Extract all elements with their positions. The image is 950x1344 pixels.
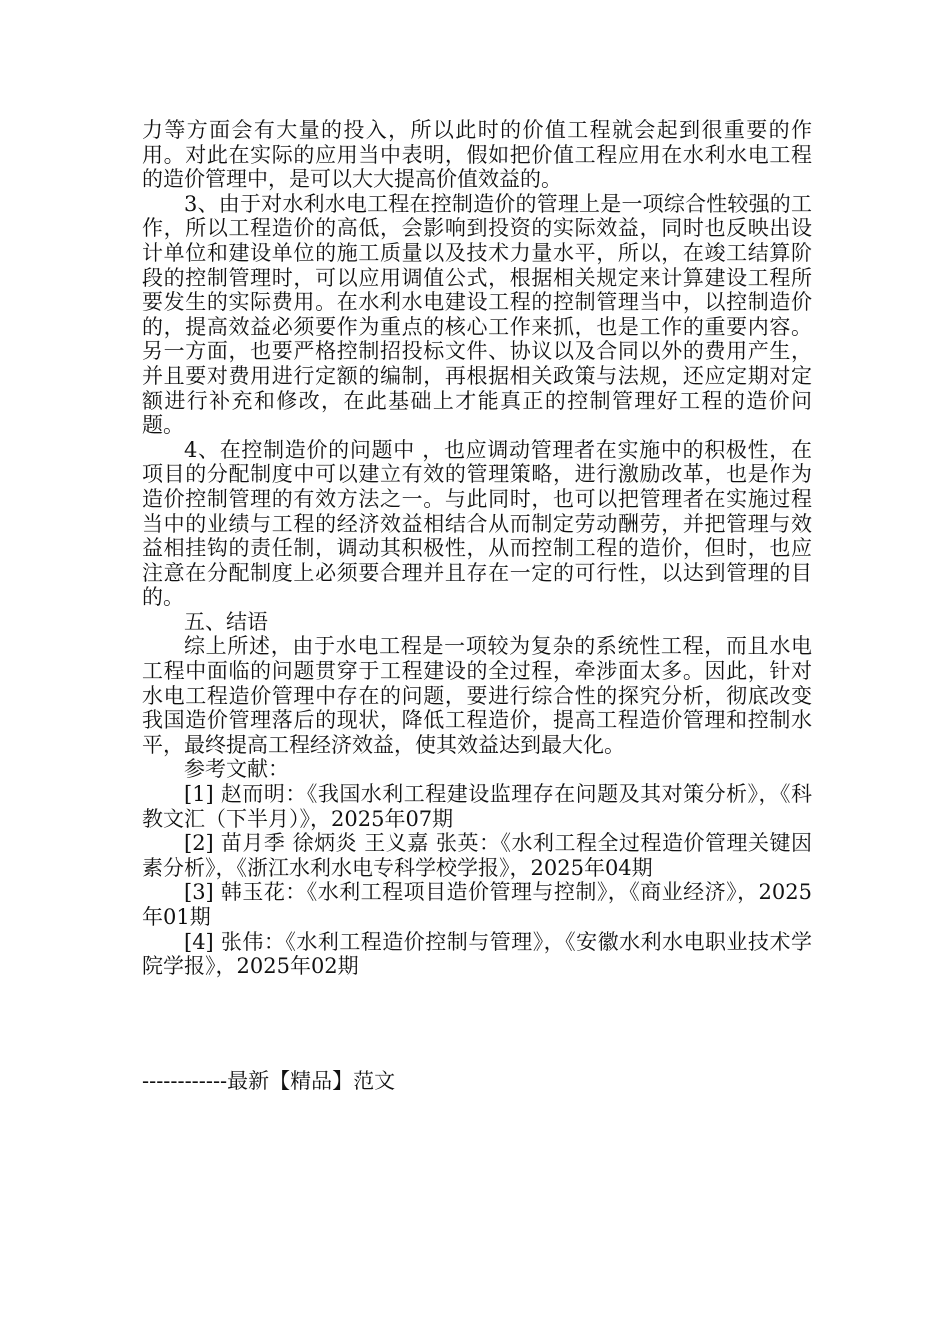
paragraph-conclusion: 综上所述，由于水电工程是一项较为复杂的系统性工程，而且水电工程中面临的问题贯穿于工程建设的全过程，牵涉面太多。因此，针对水电工程造价管理中存在的问题，要进行综合性的探究分析，彻底改变我国造价管理落后的现状，降低工程造价，提高工程造价管理和控制水平，最终提高工程经济效益，使其效益达到最大化。 bbox=[142, 634, 812, 757]
reference-item-2: [2] 苗月季 徐炳炎 王义嘉 张英：《水利工程全过程造价管理关键因素分析》，《浙江水利水电专科学校学报》，2025年04期 bbox=[142, 831, 812, 880]
reference-item-3: [3] 韩玉花：《水利工程项目造价管理与控制》，《商业经济》，2025年01期 bbox=[142, 880, 812, 929]
footer-watermark-text: ------------最新【精品】范文 bbox=[142, 1069, 396, 1093]
paragraph-point-4: 4、在控制造价的问题中 ，也应调动管理者在实施中的积极性，在项目的分配制度中可以建立有效的管理策略，进行激励改革，也是作为造价控制管理的有效方法之一。与此同时，也可以把管理者在实施过程当中的业绩与工程的经济效益相结合从而制定劳动酬劳，并把管理与效益相挂钩的责任制，调动其积极性，从而控制工程的造价，但时，也应注意在分配制度上必须要合理并且存在一定的可行性，以达到管理的目的。 bbox=[142, 437, 812, 610]
paragraph-point-3: 3、由于对水利水电工程在控制造价的管理上是一项综合性较强的工作，所以工程造价的高低，会影响到投资的实际效益，同时也反映出设计单位和建设单位的施工质量以及技术力量水平，所以，在竣工结算阶段的控制管理时，可以应用调值公式，根据相关规定来计算建设工程所要发生的实际费用。在水利水电建设工程的控制管理当中，以控制造价的，提高效益必须要作为重点的核心工作来抓，也是工作的重要内容。另一方面，也要严格控制招投标文件、协议以及合同以外的费用产生，并且要对费用进行定额的编制，再根据相关政策与法规，还应定期对定额进行补充和修改，在此基础上才能真正的控制管理好工程的造价问题。 bbox=[142, 191, 812, 438]
paragraph-continuation: 力等方面会有大量的投入，所以此时的价值工程就会起到很重要的作用。对此在实际的应用当中表明，假如把价值工程应用在水利水电工程的造价管理中，是可以大大提高价值效益的。 bbox=[142, 118, 812, 192]
reference-item-4: [4] 张伟：《水利工程造价控制与管理》，《安徽水利水电职业技术学院学报》，2025年02期 bbox=[142, 929, 812, 979]
references-heading: 参考文献： bbox=[184, 757, 289, 782]
reference-item-1: [1] 赵而明：《我国水利工程建设监理存在问题及其对策分析》，《科教文汇（下半月）》，2025年07期 bbox=[142, 782, 812, 831]
document-body bbox=[142, 118, 812, 979]
section-heading-conclusion: 五、结语 bbox=[184, 609, 268, 634]
